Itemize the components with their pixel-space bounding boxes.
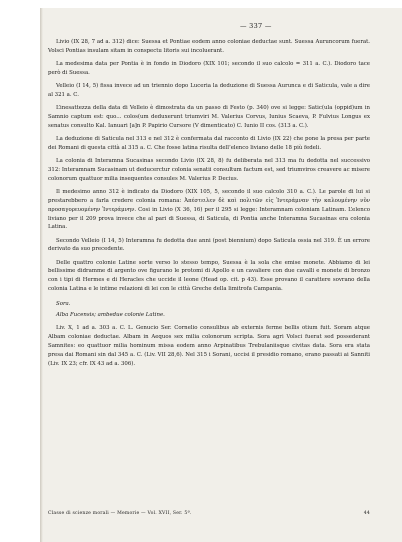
paragraph-4: L’inesattezza della data di Velleio è dimostrata da un passo di Festo (p. 340) ove si legge: Satic(ula (oppid)um in Samnio captum est: quo... colos(um deduxerunt triumviri M. Valerius Corvus, Iunius Scaeva, P. Fulvius Longus ex senatus consulto Kal. Ianuari [a]n P. Papirio Cursore (V dimenticato) C. Iunio II cos. (313 a. C.).	[48, 105, 370, 129]
page-number: — 337 —	[240, 22, 272, 30]
paragraph-2: La medesima data per Pontia è in fondo in Diodoro (XIX 101; secondo il suo calcolo = 311 a. C.). Diodoro tace però di Suessa.	[48, 61, 370, 76]
section-subtitle-text: Alba Fucensis; ambedue colonie Latine.	[56, 312, 165, 319]
paragraph-6: La colonia di Interamna Sucasinas secondo Livio (IX 28, 8) fu deliberata nel 313 ma fu dedotta nel successivo 312: Interamnam Sucasinam ut deducerctur colonia senatii consultum factum est, sed triumviros creavere ac misere colonorum quattuor milia insequentes consules M. Valerius P. Decius.	[48, 157, 370, 182]
paragraph-8: Secondo Velleio (I 14, 5) Interamna fu dedotta due anni (post biennium) dopo Saticula ossia nel 319. È un errore derivato da suo precedente.	[48, 237, 370, 253]
paragraph-3: Velleio (I 14, 5) fissa invece ad un triennio dopo Luceria la deduzione di Suessa Aurunca e di Saticula, vale a dire al 321 a. C.	[48, 83, 370, 98]
footer-sheet-number: 44	[363, 511, 370, 516]
paragraph-1: Livio (IX 28, 7 ad a. 312) dice: Suessa et Pontiae eodem anno coloniae deductae sunt. Suessa Auruncorum fuerat. Volsci Pontias insulam sitam in conspectu litoris sui incoluerant.	[48, 39, 370, 54]
paragraph-5: La deduzione di Saticula nel 313 e nel 312 è confermata dal racconto di Livio (IX 22) che pone la presa per parte dei Romani di questa città al 315 a. C. Che fosse latina risulta dell’elenco liviano delle 18 più fedeli.	[48, 135, 370, 151]
section-paragraph: Liv. X, 1 ad a. 303 a. C. L. Genucio Ser. Cornelio consulibus ab externis ferme bellis otium fuit. Soram atque Albam coloniae deductae. Albam in Aequos sex milia colonorum scripta. Sora agri Volsci fuerat sed possederant Samnites: eo quattuor milia hominum missa eodem anno Arpinatibus Trebulaniisque civitas data. Sora era stata presa dai Romani sin dal 345 a. C. (Liv. VII 28,6). Nel 315 i Sorani, uccisi il presidio romano, erano passati ai Sanniti (Liv. IX 23; cfr. IX 43 ad a. 306).	[48, 325, 370, 367]
paragraph-9: Delle quattro colonie Latine sorte verso lo stesso tempo, Suessa è la sola che emise monete. Abbiamo di lei bellissime didramme di argento ove figurano le protomi di Apollo e un cavaliere con due cavalli e monete di bronzo con i tipi di Hermes e di Heracles che uccide il leone (Head op. cit. p 43). Esse provano il carattere sovrano della colonia Latina e le intime relazioni di lei con le città Greche della limitrofa Campania.	[48, 259, 370, 293]
section-heading: Sora.	[56, 301, 71, 308]
paragraph-7: Il medesimo anno 312 è indicato da Diodoro (XIX 105, 5, secondo il suo calcolo 310 a. C.). Le parole di lui si prestarebbero a farla credere colonia romana: Ἀπέστειλεν δὲ καὶ πολιτῶν εἰς Ἰντεράμναν τὴν καλουμένην νῦν προσαγορευομένην Ἰντεράμνην. Cosi in Livio (X 36, 16) per il 295 si legge: Interamnam coloniam Latinam. L’elenco liviano per il 209 prova invece che al pari di Suessa, di Saticula, di Pontia anche Interamna Sucasinas era colonia Latina.	[48, 188, 370, 231]
section-subtitle	[48, 311, 370, 320]
page-footer	[48, 511, 370, 516]
document-body	[48, 38, 370, 373]
footer-journal: Classe di scienze morali — Memorie — Vol. XVII, Ser. 5ª.	[48, 511, 192, 516]
